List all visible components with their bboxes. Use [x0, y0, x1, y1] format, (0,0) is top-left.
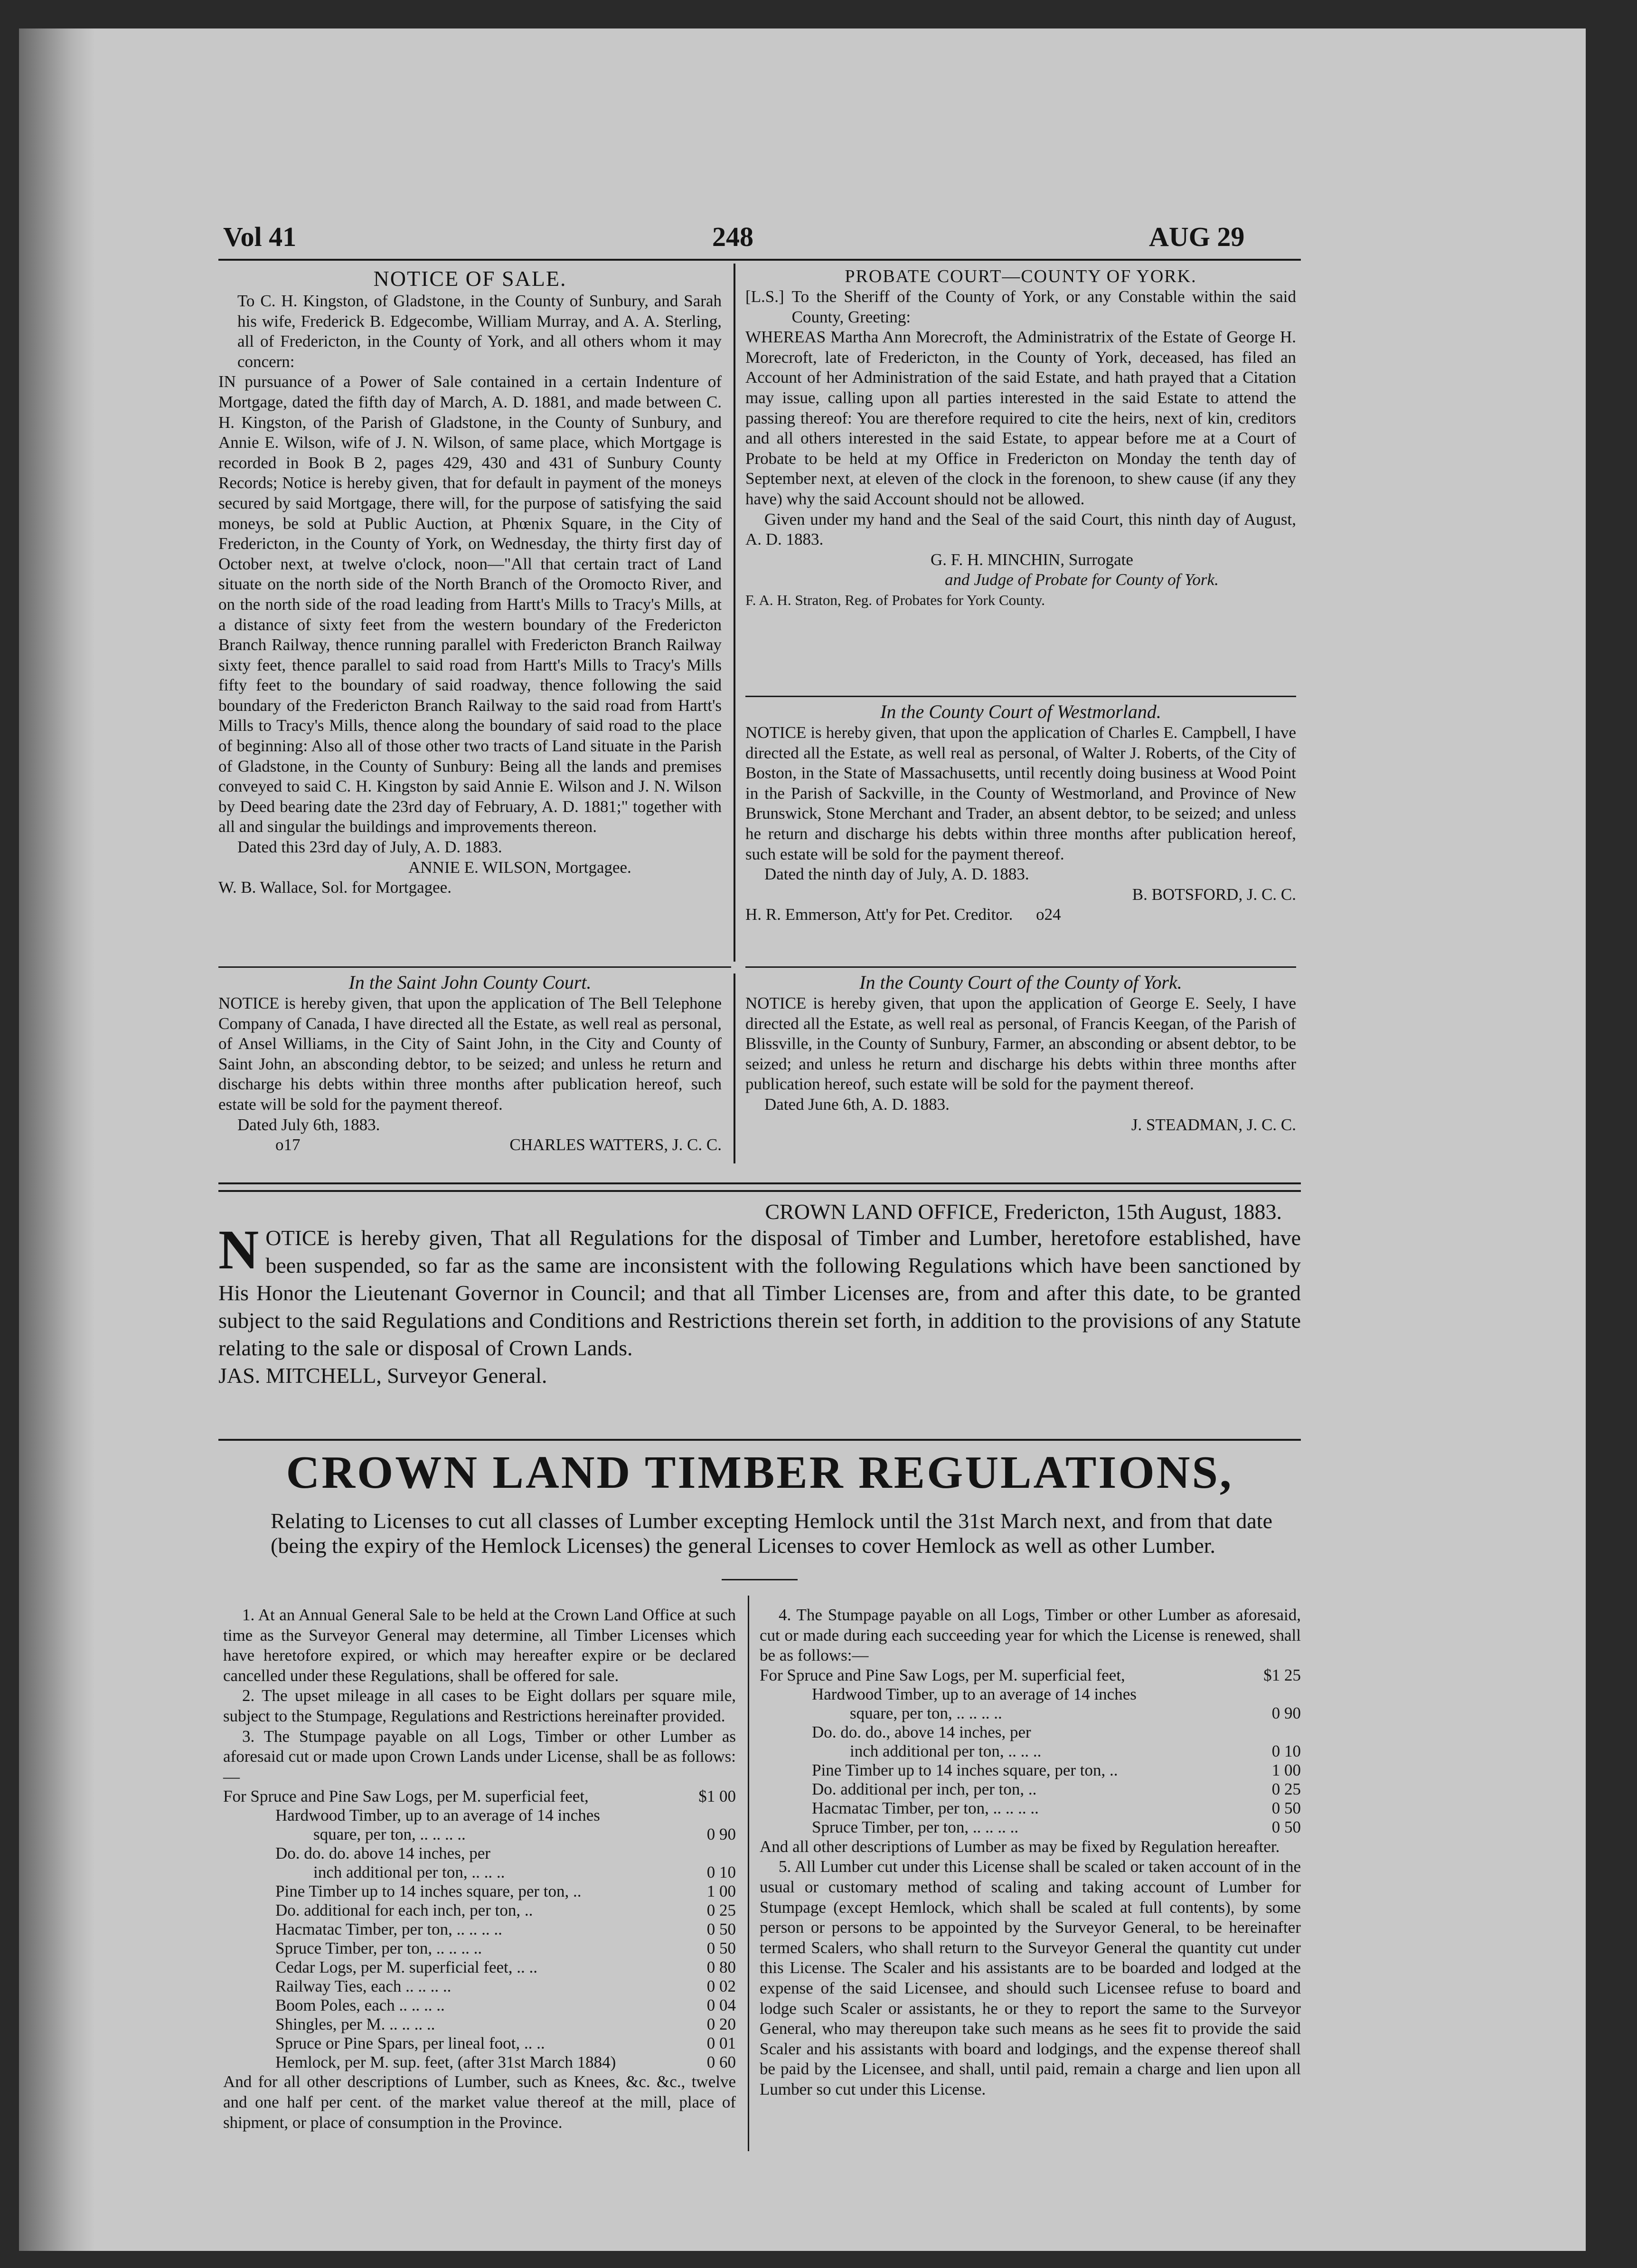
notice-of-sale-solicitor: W. B. Wallace, Sol. for Mortgagee. — [218, 878, 452, 897]
rate-item: Spruce or Pine Spars, per lineal foot, .. .. — [275, 2034, 545, 2053]
westmorland-notice — [745, 700, 1296, 925]
rate-row — [223, 1825, 736, 1844]
rate-amount: 0 10 — [706, 1863, 736, 1882]
rate-amount: 0 90 — [706, 1825, 736, 1844]
crown-office-body: OTICE is hereby given, That all Regulations for the disposal of Timber and Lumber, heretofore established, have been suspended, so far as the same are inconsistent with the following Regulations which have been sanctioned by His Honor the Lieutenant Governor in Council; and that all Timber Licenses are, from and after this date, to be granted subject to the said Regulations and Conditions and Restrictions therein set forth, in addition to the provisions of any Statute relating to the sale or disposal of Crown Lands. — [218, 1226, 1301, 1360]
regulation-5: 5. All Lumber cut under this License shall be scaled or taken account of in the usual or customary method of scaling and taking account of Lumber for Stumpage (except Hemlock, which shall be scaled at full contents), by some person or persons to be appointed by the Surveyor General, to be hereinafter termed Scalers, who shall return to the Surveyor General the quantity cut under this License. The Scaler and his assistants are to be boarded and lodged at the expense of the said Licensee, and should such Licensee refuse to board and lodge such Scaler or assistants, he or they to report the same to the Surveyor General, who may thereupon take such means as he sees fit to provide the said Scaler and his assistants with board and lodgings, and the expense thereof shall be paid by the Licensee, and shall, until paid, remain a charge and lien upon all Lumber so cut under this License. — [760, 1857, 1301, 2098]
regulation-3-after: And for all other descriptions of Lumber, such as Knees, &c. &c., twelve and one half per cent. of the market value thereof at the mill, place of shipment, or place of consumption in the Province. — [223, 2072, 736, 2132]
westmorland-signer: B. BOTSFORD, J. C. C. — [1132, 885, 1296, 904]
rate-item: Pine Timber up to 14 inches square, per ton, .. — [275, 1882, 582, 1901]
rate-item: Pine Timber up to 14 inches square, per ton, .. — [812, 1760, 1118, 1779]
rate-amount: 0 01 — [706, 2034, 736, 2053]
probate-signer: G. F. H. MINCHIN, Surrogate — [931, 550, 1133, 569]
probate-body: WHEREAS Martha Ann Morecroft, the Administratrix of the Estate of George H. Morecroft, late of Fredericton, in the County of York, deceased, has filed an Account of her Administration of the said Estate, and hath prayed that a Citation may issue, calling upon all parties interested in the said Estate to attend the passing thereof: You are therefore required to cite the heirs, next of kin, creditors and all others interested in the said Estate, to appear before me at a Court of Probate to be held at my Office in Fredericton on Monday the tenth day of September next, at eleven of the clock in the forenoon, to shew cause (if any they have) why the said Account should not be allowed. — [745, 328, 1296, 508]
rate-item: For Spruce and Pine Saw Logs, per M. superficial feet, — [223, 1787, 589, 1806]
rate-row — [223, 1939, 736, 1958]
rate-row — [223, 1787, 736, 1806]
westmorland-body: NOTICE is hereby given, that upon the application of Charles E. Campbell, I have directed all the Estate, as well real as personal, of Walter J. Roberts, of the City of Boston, in the State of Massachusetts, until recently doing business at Wood Point in the Parish of Sackville, in the County of Westmorland, and Province of New Brunswick, Stone Merchant and Trader, an absent debtor, to be seized; and unless he return and discharge his debts within three months after publication hereof, such estate will be sold for the payment thereof. — [745, 723, 1296, 863]
double-rule-crown-office — [218, 1182, 1301, 1192]
probate-rule — [745, 696, 1296, 697]
westmorland-attorney: H. R. Emmerson, Att'y for Pet. Creditor. — [745, 905, 1013, 924]
rate-item: Hacmatac Timber, per ton, .. .. .. .. — [275, 1920, 502, 1939]
notice-of-sale-address: To C. H. Kingston, of Gladstone, in the County of Sunbury, and Sarah his wife, Frederick B. Edgecombe, William Murray, and A. A. Sterling, all of Fredericton, in the County of York, and all others whom it may concern: — [237, 292, 722, 371]
rate-row — [223, 1844, 736, 1863]
probate-title: PROBATE COURT—COUNTY OF YORK. — [845, 266, 1197, 286]
short-divider — [722, 1579, 798, 1580]
regulation-4-after: And all other descriptions of Lumber as may be fixed by Regulation hereafter. — [760, 1837, 1280, 1856]
saint-john-title: In the Saint John County Court. — [348, 972, 592, 993]
drop-cap-letter: N — [218, 1219, 259, 1281]
probate-signer-title: and Judge of Probate for County of York. — [945, 570, 1219, 589]
rate-row — [223, 2053, 736, 2072]
notice-of-sale-title: NOTICE OF SALE. — [373, 266, 567, 291]
header-rule — [218, 259, 1301, 261]
rate-row — [760, 1685, 1301, 1704]
saint-john-signer: CHARLES WATTERS, J. C. C. — [509, 1135, 722, 1154]
rate-amount: 0 50 — [1271, 1798, 1301, 1817]
right-courts-rule — [745, 966, 1296, 968]
rate-row — [223, 1920, 736, 1939]
rate-amount: 0 50 — [706, 1920, 736, 1939]
rate-item: Spruce Timber, per ton, .. .. .. .. — [812, 1817, 1019, 1836]
seal-mark: [L.S.] — [745, 287, 784, 306]
rate-item: Hacmatac Timber, per ton, .. .. .. .. — [812, 1798, 1039, 1817]
york-county-notice — [745, 971, 1296, 1135]
rate-row — [760, 1780, 1301, 1799]
rate-row — [760, 1723, 1301, 1742]
issue-date: AUG 29 — [1149, 221, 1245, 252]
regulation-1: 1. At an Annual General Sale to be held at the Crown Land Office at such time as the Surveyor General may determine, all Timber Licenses which have heretofore expired, or which may hereafter expire or be declared cancelled under these Regulations, shall be offered for sale. — [223, 1606, 736, 1685]
rate-item: Shingles, per M. .. .. .. .. — [275, 2015, 435, 2034]
rate-item: For Spruce and Pine Saw Logs, per M. superficial feet, — [760, 1665, 1125, 1684]
rate-amount: $1 00 — [698, 1787, 736, 1806]
rate-amount: 0 04 — [706, 1996, 736, 2015]
regulation-2: 2. The upset mileage in all cases to be Eight dollars per square mile, subject to the Stumpage, Regulations and Restrictions hereinafter provided. — [223, 1686, 736, 1725]
crown-office-signer: JAS. MITCHELL, Surveyor General. — [218, 1363, 547, 1388]
rate-item: square, per ton, .. .. .. .. — [850, 1703, 1002, 1722]
rate-row — [223, 2034, 736, 2053]
rate-amount: 0 50 — [706, 1939, 736, 1958]
rate-item: inch additional per ton, .. .. .. — [850, 1741, 1042, 1760]
rate-row — [760, 1704, 1301, 1723]
probate-registrar: F. A. H. Straton, Reg. of Probates for York County. — [745, 591, 1045, 608]
regulations-title: CROWN LAND TIMBER REGULATIONS, — [286, 1447, 1233, 1498]
crown-office-heading: CROWN LAND OFFICE, Fredericton, 15th August, 1883. — [765, 1200, 1282, 1224]
rate-amount — [1215, 1723, 1301, 1742]
rate-amount: 0 50 — [1271, 1817, 1301, 1836]
york-signer: J. STEADMAN, J. C. C. — [1131, 1115, 1296, 1134]
rate-amount: 1 00 — [706, 1882, 736, 1901]
saint-john-dated: Dated July 6th, 1883. — [237, 1115, 380, 1134]
rate-amount: 1 00 — [1271, 1760, 1301, 1779]
rate-amount: 0 25 — [706, 1901, 736, 1920]
rate-item: Do. do. do., above 14 inches, per — [812, 1722, 1031, 1741]
rate-row — [760, 1666, 1301, 1685]
volume-label: Vol 41 — [223, 221, 297, 252]
rate-item: Do. do. do. above 14 inches, per — [275, 1844, 490, 1863]
regulations-right-column — [760, 1605, 1301, 2100]
newspaper-page — [19, 28, 1586, 2251]
rate-row — [223, 1901, 736, 1920]
rate-amount: 0 80 — [706, 1958, 736, 1977]
westmorland-title: In the County Court of Westmorland. — [880, 701, 1161, 722]
rate-item: Do. additional per inch, per ton, .. — [812, 1779, 1037, 1798]
rate-amount: $1 25 — [1263, 1665, 1301, 1684]
westmorland-dated: Dated the ninth day of July, A. D. 1883. — [764, 865, 1029, 884]
rate-amount — [1215, 1685, 1301, 1704]
probate-given: Given under my hand and the Seal of the said Court, this ninth day of August, A. D. 1883. — [745, 510, 1296, 549]
rate-row — [760, 1799, 1301, 1818]
regulation-3: 3. The Stumpage payable on all Logs, Timber or other Lumber as aforesaid cut or made upon Crown Lands under License, shall be as follows:— — [223, 1727, 736, 1786]
column-divider-upper — [734, 264, 735, 962]
rate-row — [760, 1742, 1301, 1761]
saint-john-code: o17 — [275, 1135, 301, 1154]
notice-of-sale-body: IN pursuance of a Power of Sale contained in a certain Indenture of Mortgage, dated the fifth day of March, A. D. 1881, and made between C. H. Kingston, of the Parish of Gladstone, in the County of Sunbury, and Annie E. Wilson, wife of J. N. Wilson, of same place, which Mortgage is recorded in Book B 2, pages 429, 430 and 431 of Sunbury County Records; Notice is hereby given, that for default in payment of the moneys secured by said Mortgage, there will, for the purpose of satisfying the said moneys, be sold at Public Auction, at Phœnix Square, in the City of Fredericton, in the County of York, on Wednesday, the thirty first day of October next, at twelve o'clock, noon—"All that certain tract of Land situate on the north side of the North Branch of the Oromocto River, and on the north side of the road leading from Hartt's Mills to Tracy's Mills, at a distance of sixty feet from the western boundary of the Fredericton Branch Railway, thence running parallel with Fredericton Branch Railway sixty feet, thence parallel to said road from Hartt's Mills to Tracy's Mills fifty feet to the boundary of said roadway, thence following the said boundary of the Fredericton Branch Railway to the said road from Hartt's Mills to Tracy's Mills, thence along the boundary of said road to the place of beginning: Also all of those other two tracts of Land situate in the Parish of Gladstone, in the County of Sunbury: Being all the lands and premises conveyed to said C. H. Kingston by said Annie E. Wilson and J. N. Wilson by Deed bearing date the 23rd day of February, A. D. 1881;" together with all and singular the buildings and improvements thereon. — [218, 372, 722, 836]
crown-land-office-notice — [218, 1199, 1301, 1389]
notice-of-sale-dated: Dated this 23rd day of July, A. D. 1883. — [237, 838, 502, 857]
rate-item: inch additional per ton, .. .. .. — [313, 1863, 505, 1882]
regulations-subtitle: Relating to Licenses to cut all classes of Lumber excepting Hemlock until the 31st March next, and from that date (being the expiry of the Hemlock Licenses) the general Licenses to cover Hemlock as well as other Lumber. — [271, 1509, 1272, 1558]
rate-amount: 0 60 — [706, 2053, 736, 2072]
rate-amount: 0 10 — [1271, 1741, 1301, 1760]
westmorland-code: o24 — [1036, 905, 1061, 924]
york-body: NOTICE is hereby given, that upon the application of George E. Seely, I have directed all the Estate, as well real as personal, of Francis Keegan, of the Parish of Blissville, in the County of Sunbury, Farmer, an absconding or absent debtor, to be seized; and unless he return and discharge his debts within three months after publication hereof, such estate will be sold for the payment thereof. — [745, 994, 1296, 1094]
rate-item: Cedar Logs, per M. superficial feet, .. .. — [275, 1958, 538, 1977]
rate-item: Boom Poles, each .. .. .. .. — [275, 1996, 445, 2015]
rate-row — [223, 1958, 736, 1977]
regulations-header — [218, 1446, 1301, 1558]
saint-john-notice — [218, 971, 722, 1155]
rate-row — [760, 1761, 1301, 1780]
rate-row — [223, 2015, 736, 2034]
rate-row — [223, 1977, 736, 1996]
column-divider-courts — [734, 973, 735, 1163]
rate-row — [223, 1882, 736, 1901]
page-number: 248 — [712, 221, 753, 252]
stumpage-table-renewal — [760, 1666, 1301, 1837]
notice-of-sale-signer: ANNIE E. WILSON, Mortgagee. — [408, 858, 631, 877]
rate-item: Do. additional for each inch, per ton, .. — [275, 1901, 533, 1920]
rate-item: Hardwood Timber, up to an average of 14 inches — [275, 1806, 600, 1825]
regulation-4: 4. The Stumpage payable on all Logs, Timber or other Lumber as aforesaid, cut or made during each succeeding year for which the License is renewed, shall be as follows:— — [760, 1606, 1301, 1665]
rate-row — [223, 1863, 736, 1882]
rate-amount — [650, 1806, 736, 1825]
rate-row — [760, 1818, 1301, 1837]
rate-amount — [650, 1844, 736, 1863]
saint-john-body: NOTICE is hereby given, that upon the application of The Bell Telephone Company of Canada, I have directed all the Estate, as well real as personal, of Ansel Williams, in the City of Saint John, in the City and County of Saint John, an absconding debtor, to be seized; and unless he return and discharge his debts within three months after publication hereof, such estate will be sold for the payment thereof. — [218, 994, 722, 1114]
rate-amount: 0 90 — [1271, 1703, 1301, 1722]
notice-of-sale — [218, 266, 722, 898]
left-courts-rule — [218, 966, 731, 968]
probate-address: To the Sheriff of the County of York, or any Constable within the said County, Greeting: — [791, 287, 1296, 326]
rate-item: Railway Ties, each .. .. .. .. — [275, 1977, 452, 1996]
rate-amount: 0 02 — [706, 1977, 736, 1996]
column-divider-regulations — [748, 1596, 749, 2151]
rate-row — [223, 1996, 736, 2015]
stumpage-table-initial — [223, 1787, 736, 2072]
rate-item: Hardwood Timber, up to an average of 14 inches — [812, 1684, 1137, 1703]
rate-row — [223, 1806, 736, 1825]
york-dated: Dated June 6th, A. D. 1883. — [764, 1095, 950, 1114]
rate-item: Spruce Timber, per ton, .. .. .. .. — [275, 1939, 482, 1958]
rate-item: square, per ton, .. .. .. .. — [313, 1825, 466, 1844]
probate-court-notice — [745, 266, 1296, 611]
york-title: In the County Court of the County of York. — [859, 972, 1182, 993]
rate-amount: 0 20 — [706, 2015, 736, 2034]
rate-item: Hemlock, per M. sup. feet, (after 31st March 1884) — [275, 2053, 616, 2072]
page-gutter-shadow — [19, 28, 95, 2251]
rate-amount: 0 25 — [1271, 1779, 1301, 1798]
regulations-left-column — [223, 1605, 736, 2133]
regulations-rule — [218, 1439, 1301, 1441]
